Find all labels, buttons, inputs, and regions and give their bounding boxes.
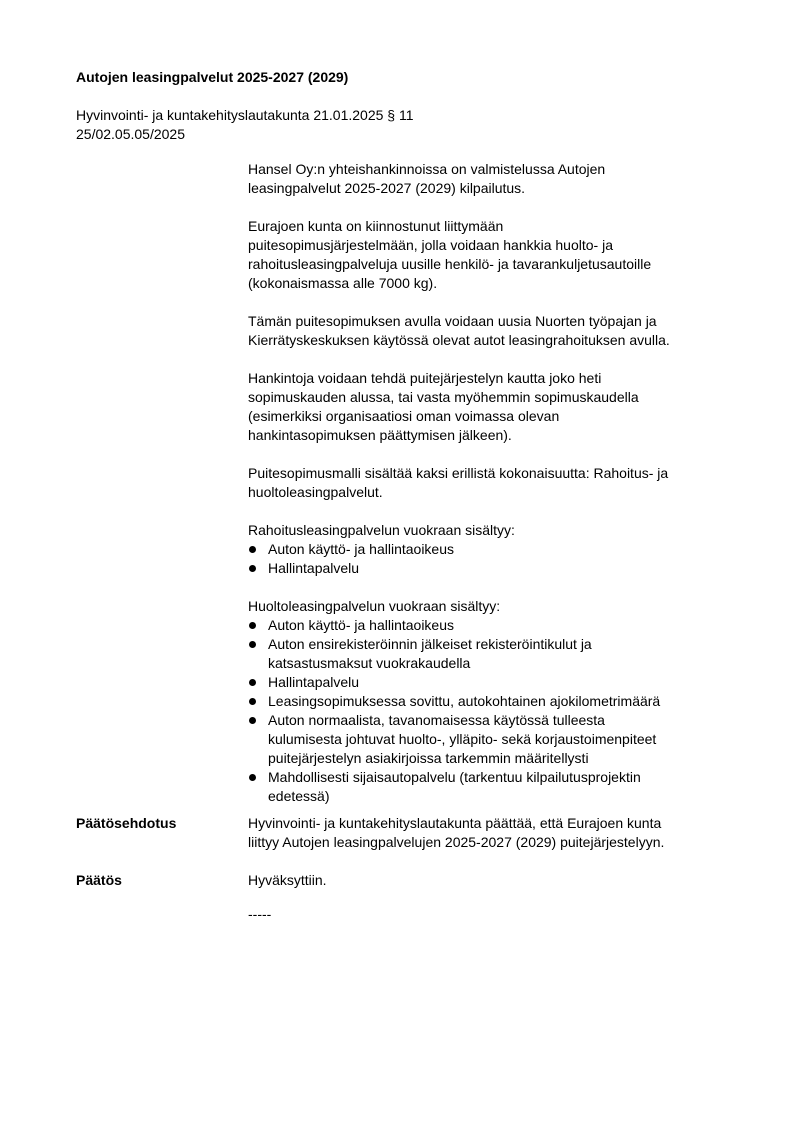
list-item	[248, 616, 740, 635]
financing-list-heading: Rahoitusleasingpalvelun vuokraan sisältyy:	[248, 522, 515, 538]
financing-list	[248, 540, 740, 578]
document-title: Autojen leasingpalvelut 2025-2027 (2029)	[76, 69, 349, 85]
meeting-reference	[76, 106, 414, 144]
bullet-icon	[249, 641, 256, 648]
service-list-heading: Huoltoleasingpalvelun vuokraan sisältyy:	[248, 598, 501, 614]
bullet-icon	[249, 774, 256, 781]
paragraph: Eurajoen kunta on kiinnostunut liittymään puitesopimusjärjestelmään, jolla voidaan hankkia huolto- ja rahoitusleasingpalveluja uusille henkilö- ja tavarankuljetusautoille (kokonaismassa alle 7000 kg).	[248, 218, 652, 291]
list-item	[248, 559, 740, 578]
bullet-icon	[249, 698, 256, 705]
paragraph: Hansel Oy:n yhteishankinnoissa on valmistelussa Autojen leasingpalvelut 2025-2027 (2029) kilpailutus.	[248, 161, 606, 196]
proposal-label: Päätösehdotus	[76, 815, 177, 831]
list-item	[248, 768, 740, 806]
bullet-icon	[249, 546, 256, 553]
list-item-text: Hallintapalvelu	[268, 674, 360, 690]
list-item-text: Auton käyttö- ja hallintaoikeus	[268, 617, 454, 633]
list-item-text: Auton normaalista, tavanomaisessa käytössä tulleesta kulumisesta johtuvat huolto-, ylläpito- sekä korjaustoimenpiteet puitejärjestelyn asiakirjoissa tarkemmin määritellysti	[268, 712, 657, 766]
bullet-icon	[249, 565, 256, 572]
list-item-text: Auton käyttö- ja hallintaoikeus	[268, 541, 454, 557]
preparation-text	[248, 160, 740, 825]
list-item-text: Leasingsopimuksessa sovittu, autokohtainen ajokilometrimäärä	[268, 693, 661, 709]
paragraph: Puitesopimusmalli sisältää kaksi erillistä kokonaisuutta: Rahoitus- ja huoltoleasingpalvelut.	[248, 465, 669, 500]
list-item	[248, 540, 740, 559]
bullet-icon	[249, 679, 256, 686]
decision-text: Hyväksyttiin.	[248, 872, 327, 888]
paragraph: Hankintoja voidaan tehdä puitejärjestelyn kautta joko heti sopimuskauden alussa, tai vasta myöhemmin sopimuskaudella (esimerkiksi organisaatiosi oman voimassa olevan hankintasopimuksen päättymisen jälkeen).	[248, 370, 639, 443]
list-item	[248, 692, 740, 711]
record-number: 25/02.05.05/2025	[76, 126, 185, 142]
bullet-icon	[249, 622, 256, 629]
meeting-line: Hyvinvointi- ja kuntakehityslautakunta 21.01.2025 § 11	[76, 107, 414, 123]
list-item-text: Mahdollisesti sijaisautopalvelu (tarkentuu kilpailutusprojektin edetessä)	[268, 769, 641, 804]
decision-label: Päätös	[76, 872, 122, 888]
paragraph: Tämän puitesopimuksen avulla voidaan uusia Nuorten työpajan ja Kierrätyskeskuksen käytössä olevat autot leasingrahoituksen avulla.	[248, 313, 670, 348]
service-list	[248, 616, 740, 806]
list-item	[248, 673, 740, 692]
list-item	[248, 711, 740, 768]
bullet-icon	[249, 717, 256, 724]
list-item-text: Hallintapalvelu	[268, 560, 360, 576]
proposal-text: Hyvinvointi- ja kuntakehityslautakunta päättää, että Eurajoen kunta liittyy Autojen leasingpalvelujen 2025-2027 (2029) puitejärjestelyyn.	[248, 815, 665, 850]
end-marker: -----	[248, 906, 272, 922]
list-item	[248, 635, 740, 673]
list-item-text: Auton ensirekisteröinnin jälkeiset rekisteröintikulut ja katsastusmaksut vuokrakaudella	[268, 636, 592, 671]
